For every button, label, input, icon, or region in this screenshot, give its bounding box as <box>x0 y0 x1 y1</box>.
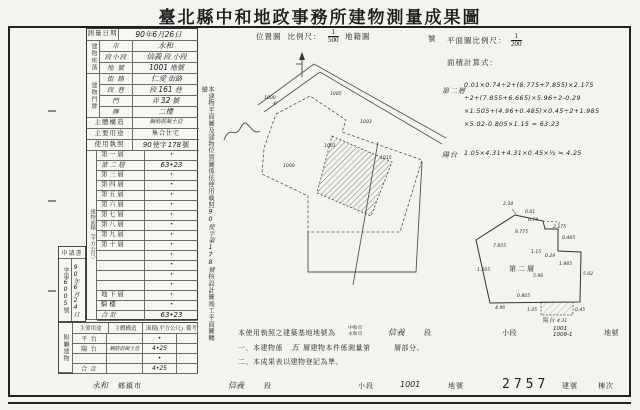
application-number <box>59 259 72 321</box>
note-line3: 二、本成果表以建物登記為準。 <box>238 358 343 366</box>
floor-area-value: • <box>170 191 173 199</box>
plan-floor-label: 第二層 <box>509 265 536 273</box>
calc-floor-lines <box>464 82 636 134</box>
floor-area-value: 63•23 <box>160 311 183 319</box>
annex-area: 4•25 <box>143 364 177 373</box>
floor-name: 第 一 層 <box>97 151 145 160</box>
floor-area-value: • <box>170 181 173 189</box>
floor-row <box>97 211 198 221</box>
floor-area-value: 63•23 <box>160 161 183 169</box>
annex-rows <box>73 334 198 374</box>
map-lot-number-label: -6 <box>272 102 277 107</box>
floor-row <box>97 221 198 231</box>
construction-value: 鋼筋混凝土造 <box>149 119 183 126</box>
form-row-label: 市 <box>100 41 133 51</box>
floor-name: 第 九 層 <box>97 231 145 240</box>
application-no-suffix: 號 <box>62 307 68 313</box>
form-row <box>100 52 198 63</box>
floor-area-value: • <box>170 211 173 219</box>
floor-area-group-label: 建物面積（平方公尺） <box>87 151 97 320</box>
application-date-handwritten: 90年6月24日 <box>72 263 79 317</box>
annex-header-cell: 面積(平方公尺) <box>146 326 183 332</box>
application-no-handwritten: 6005 <box>62 279 69 307</box>
form-row-value <box>133 74 198 84</box>
note-subsection-label: 小段 <box>502 329 517 337</box>
map-lot-number-label: 1001 <box>324 144 336 149</box>
building-location-group-label: 建物座落 <box>87 41 100 74</box>
floor-name: 合 計 <box>97 311 145 320</box>
plan-dimension-label: 1.05 <box>527 308 538 313</box>
printed-text: 弄 <box>151 96 159 105</box>
floor-row <box>97 231 198 241</box>
floor-name: 第 七 層 <box>97 211 145 220</box>
form-row-label: 段小段 <box>100 52 133 62</box>
floor-plan-drawing <box>455 168 630 328</box>
cadastral-map-drawing <box>250 50 450 322</box>
plan-scale-label: 平面圖比例尺： <box>447 36 507 46</box>
plan-balcony-label: 陽台 <box>543 318 557 324</box>
handwritten-value: 1001 <box>148 63 169 73</box>
binding-mark <box>48 200 56 202</box>
floor-row <box>97 311 198 321</box>
note-city-bottom: 永和市 <box>348 331 363 337</box>
handwritten-value: 二樓 <box>158 107 173 117</box>
floor-name: 騎 樓 <box>97 301 145 310</box>
note-city-top: 中和市 <box>348 326 363 331</box>
area-calc-title: 面積計算式： <box>447 58 498 67</box>
footer-lot-label: 地號 <box>448 382 464 390</box>
annex-structure <box>107 354 143 363</box>
document-border-bottom-line <box>8 402 631 404</box>
floor-name <box>97 281 145 290</box>
calc-line: 0.01×0.74÷2+(8.775+7.855)×2.175 <box>464 82 594 89</box>
plan-dimension-label: 0.805 <box>517 294 531 299</box>
footer-subsection-label: 小段 <box>358 382 374 390</box>
floor-area-value: • <box>170 301 173 309</box>
dim-arrow <box>512 209 516 214</box>
note-lot-unit: 地號 <box>604 329 619 337</box>
map-lot-number-label: 1000 <box>283 164 295 169</box>
plan-dimension-label: 0.29 <box>545 254 556 259</box>
annex-area: 4•25 <box>143 344 177 353</box>
note-line1-pre: 本使用執照之建築基地地號為 <box>238 329 336 337</box>
form-row-value <box>133 63 198 73</box>
floor-name: 地 下 層 <box>97 291 145 300</box>
floor-row <box>97 181 198 191</box>
license-year-handwritten: 90 <box>142 140 152 149</box>
handwritten-value: 永和 <box>158 41 173 51</box>
usage-label: 主要用途 <box>87 129 133 139</box>
source-note-printed: 本建物平面圖及建物位置圖係依使用執照 <box>207 86 214 209</box>
plan-source-note-vertical <box>199 86 213 344</box>
annex-structure: 鋼筋混凝土造 <box>107 344 143 353</box>
floor-row <box>97 281 198 291</box>
plan-dimension-label: 5.02 <box>583 272 594 277</box>
printed-unit: 地號 <box>170 63 185 72</box>
plan-dimension-label: 0.01 <box>525 210 536 215</box>
building-address-group-label: 建物門牌 <box>87 74 100 118</box>
plan-dimension-label: 0.74 <box>528 218 539 223</box>
site-map-header <box>256 29 371 45</box>
annex-area: • <box>143 354 177 363</box>
floor-name: 第 八 層 <box>97 221 145 230</box>
note-lot-bottom: 1009-1 <box>553 332 573 339</box>
printed-unit: 巷 <box>174 85 182 94</box>
site-map-title: 位置圖 <box>256 32 282 42</box>
form-row-label: 段 巷 <box>100 85 133 95</box>
annex-note <box>177 354 198 363</box>
license-number-handwritten: 178 <box>167 140 182 149</box>
form-row-value <box>133 52 198 62</box>
floor-row <box>97 191 198 201</box>
floor-name: 第 四 層 <box>97 181 145 190</box>
floor-area-value: • <box>170 241 173 249</box>
annex-header-cell: 主要用途 <box>73 323 109 333</box>
annex-header-row <box>73 323 198 334</box>
note-lot-top: 1001 <box>553 326 567 332</box>
calc-line: ×5.02-0.805×1.15 = 63.23 <box>464 121 560 128</box>
balcony-outline <box>541 302 573 315</box>
floor-plan-header <box>447 33 522 49</box>
floor-row <box>97 261 198 271</box>
scale-numerator: 1 <box>328 29 340 37</box>
floor-area-value: • <box>170 261 173 269</box>
plan-scale-fraction <box>511 33 523 49</box>
survey-date-value: 90年6月26日 <box>119 29 198 41</box>
floor-area-value: • <box>170 171 173 179</box>
note-section-unit: 段 <box>424 329 432 337</box>
printed-text: 段 <box>149 85 157 94</box>
map-type-label: 地籍圖 <box>345 32 371 42</box>
form-row-value <box>133 41 198 51</box>
annex-building-table <box>58 322 198 374</box>
license-row <box>87 140 199 151</box>
annex-group-label: 附屬建物 <box>59 323 73 373</box>
floor-name <box>97 271 145 280</box>
form-row-value <box>133 85 198 95</box>
plan-dimension-label: 0.485 <box>562 236 576 241</box>
printed-unit: 段 小段 <box>163 52 187 61</box>
plan-dimension-label: 1.505 <box>477 268 491 273</box>
source-note-printed-tail: 核設計圖竣工平面圖轉繪 <box>200 86 214 342</box>
floor-area-value: • <box>170 201 173 209</box>
note-line2-pre: 一、本建物係 <box>238 344 283 352</box>
annex-usage <box>73 354 107 363</box>
floor-area-value: • <box>170 271 173 279</box>
annex-area: • <box>143 334 177 343</box>
annex-header-cell: 主體構造 <box>109 323 143 333</box>
note-line2-mid: 層建物本件係測量第 <box>303 344 371 352</box>
survey-date-label: 測量日期 <box>87 29 119 41</box>
floor-row <box>97 271 198 281</box>
annex-row <box>73 354 198 364</box>
footer-unit-label: 棟次 <box>598 382 614 390</box>
plan-dimension-label: 1.985 <box>559 262 573 267</box>
handwritten-value: 信義 <box>146 52 162 62</box>
floor-name: 第 六 層 <box>97 201 145 210</box>
form-row <box>100 107 198 118</box>
annex-note <box>177 364 198 373</box>
annex-usage: 平 台 <box>73 334 107 343</box>
construction-label: 主體構造 <box>87 118 133 128</box>
form-row-label: 街 路 <box>100 74 133 84</box>
floor-area-value: • <box>170 251 173 259</box>
floor-area-value: • <box>170 231 173 239</box>
footer-section-label: 段 <box>264 382 272 390</box>
license-label: 使用執照 <box>87 140 133 150</box>
binding-mark <box>48 290 56 292</box>
floor-row <box>97 151 198 161</box>
map-lot-number-label: 1000 <box>264 96 276 101</box>
footer-section-handwritten: 信義 <box>228 381 244 390</box>
floor-name: 第 二 層 <box>97 161 145 170</box>
plan-dimension-label: 7.855 <box>493 244 507 249</box>
form-row-label: 門 <box>100 96 133 106</box>
printed-unit: 號 <box>172 96 180 105</box>
plan-dimension-label: 4.96 <box>495 306 506 311</box>
handwritten-value: 161 <box>158 85 173 95</box>
annex-row <box>73 334 198 344</box>
floor-row <box>97 241 198 251</box>
calc-balcony-label: 陽台 <box>442 151 458 159</box>
map-lot-number-label: 1003 <box>360 120 372 125</box>
plan-dimension-label: 8.775 <box>515 230 529 235</box>
plan-dimension-label: 2.34 <box>503 202 514 207</box>
floor-row <box>97 171 198 181</box>
printed-unit: 街路 <box>168 74 182 83</box>
footer-lot-handwritten: 1001 <box>400 380 421 389</box>
footer-building-no-label: 建號 <box>562 382 578 390</box>
usage-row <box>87 129 199 140</box>
application-no-label: 字第 <box>62 267 68 279</box>
scale-fraction <box>328 29 340 45</box>
calc-balcony-line: 1.05×4.31+4.31×0.45×½ ≒ 4.25 <box>464 150 582 157</box>
note-storeys-handwritten: 五 <box>291 343 300 352</box>
annex-usage: 合 計 <box>73 364 107 373</box>
floor-row <box>97 291 198 301</box>
floor-name: 第 五 層 <box>97 191 145 200</box>
form-row <box>100 96 198 107</box>
form-row <box>100 74 198 85</box>
map-number-suffix: 號 <box>428 34 436 43</box>
annex-usage: 陽 台 <box>73 344 107 353</box>
license-value <box>133 140 199 150</box>
floor-area-value: • <box>170 151 173 159</box>
annex-structure <box>107 364 143 373</box>
annex-note <box>177 334 198 343</box>
page-title: 臺北縣中和地政事務所建物測量成果圖 <box>158 8 482 27</box>
calc-floor-label: 第二層 <box>442 87 466 95</box>
floor-name: 第 十 層 <box>97 241 145 250</box>
note-section-handwritten: 信義 <box>388 328 405 337</box>
floor-area-value: • <box>170 221 173 229</box>
handwritten-value: 32 <box>160 96 171 106</box>
floor-plan <box>455 168 630 328</box>
scale-denominator: 500 <box>328 36 339 45</box>
footer-city-handwritten: 永和 <box>92 381 108 390</box>
note-lot-numbers <box>553 326 572 339</box>
plan-dimension-label: 5.96 <box>533 274 544 279</box>
floor-row <box>97 201 198 211</box>
floor-row <box>97 301 198 311</box>
form-row-label: 牌 <box>100 107 133 117</box>
annex-row <box>73 344 198 354</box>
floor-name <box>97 251 145 260</box>
building-info-table <box>86 28 198 320</box>
note-line2-end: 層部分。 <box>394 344 424 352</box>
stamp-building-number: 2757 <box>502 377 550 392</box>
annex-row <box>73 364 198 374</box>
plan-dimension-label: 0.45 <box>575 308 586 313</box>
calc-line: ×1.505+(4.96+0.485)×0.45÷2+1.985 <box>464 108 600 115</box>
source-note-handwritten: 90使字第178號 <box>207 208 214 274</box>
floor-row <box>97 161 198 171</box>
plan-scale-denominator: 200 <box>511 40 522 49</box>
annex-header-cell: 備考 <box>186 323 198 333</box>
plan-dimension-label: 1.15 <box>531 250 542 255</box>
footer-city-label: 鄉鎮市 <box>118 382 142 390</box>
form-row-value <box>133 96 198 106</box>
plan-dimension-label: 2.175 <box>553 225 567 230</box>
usage-value: 集合住宅 <box>151 131 180 137</box>
plan-dimension-label: 4.31 <box>557 319 568 324</box>
form-row <box>100 85 198 96</box>
form-row-value <box>133 107 198 117</box>
floor-area-rows <box>97 151 198 321</box>
binding-mark <box>48 110 56 112</box>
annex-note <box>177 344 198 353</box>
map-lot-number-label: 1015 <box>380 156 392 161</box>
cadastral-map <box>250 50 450 322</box>
floor-area-value: • <box>170 291 173 299</box>
form-row-label: 地 號 <box>100 63 133 73</box>
floor-name <box>97 261 145 270</box>
note-city-options <box>348 326 362 337</box>
floor-row <box>97 251 198 261</box>
location-address-rows <box>100 41 198 118</box>
map-lot-number-label: 1005 <box>330 92 342 97</box>
license-prefix: 使字 <box>152 140 167 149</box>
application-title: 申請書 <box>59 247 85 259</box>
scale-label: 比例尺： <box>287 32 322 42</box>
plan-scale-numerator: 1 <box>511 33 523 41</box>
annex-structure <box>107 334 143 343</box>
construction-row <box>87 118 199 129</box>
floor-name: 第 三 層 <box>97 171 145 180</box>
application-box <box>58 246 86 322</box>
handwritten-value: 仁愛 <box>151 74 166 84</box>
floor-area-value: • <box>170 281 173 289</box>
license-suffix: 號 <box>182 140 190 149</box>
form-row <box>100 63 198 74</box>
calc-line: ÷2+(7.855+6.665)×5.96÷2-0.29 <box>464 95 581 102</box>
form-row <box>100 41 198 52</box>
